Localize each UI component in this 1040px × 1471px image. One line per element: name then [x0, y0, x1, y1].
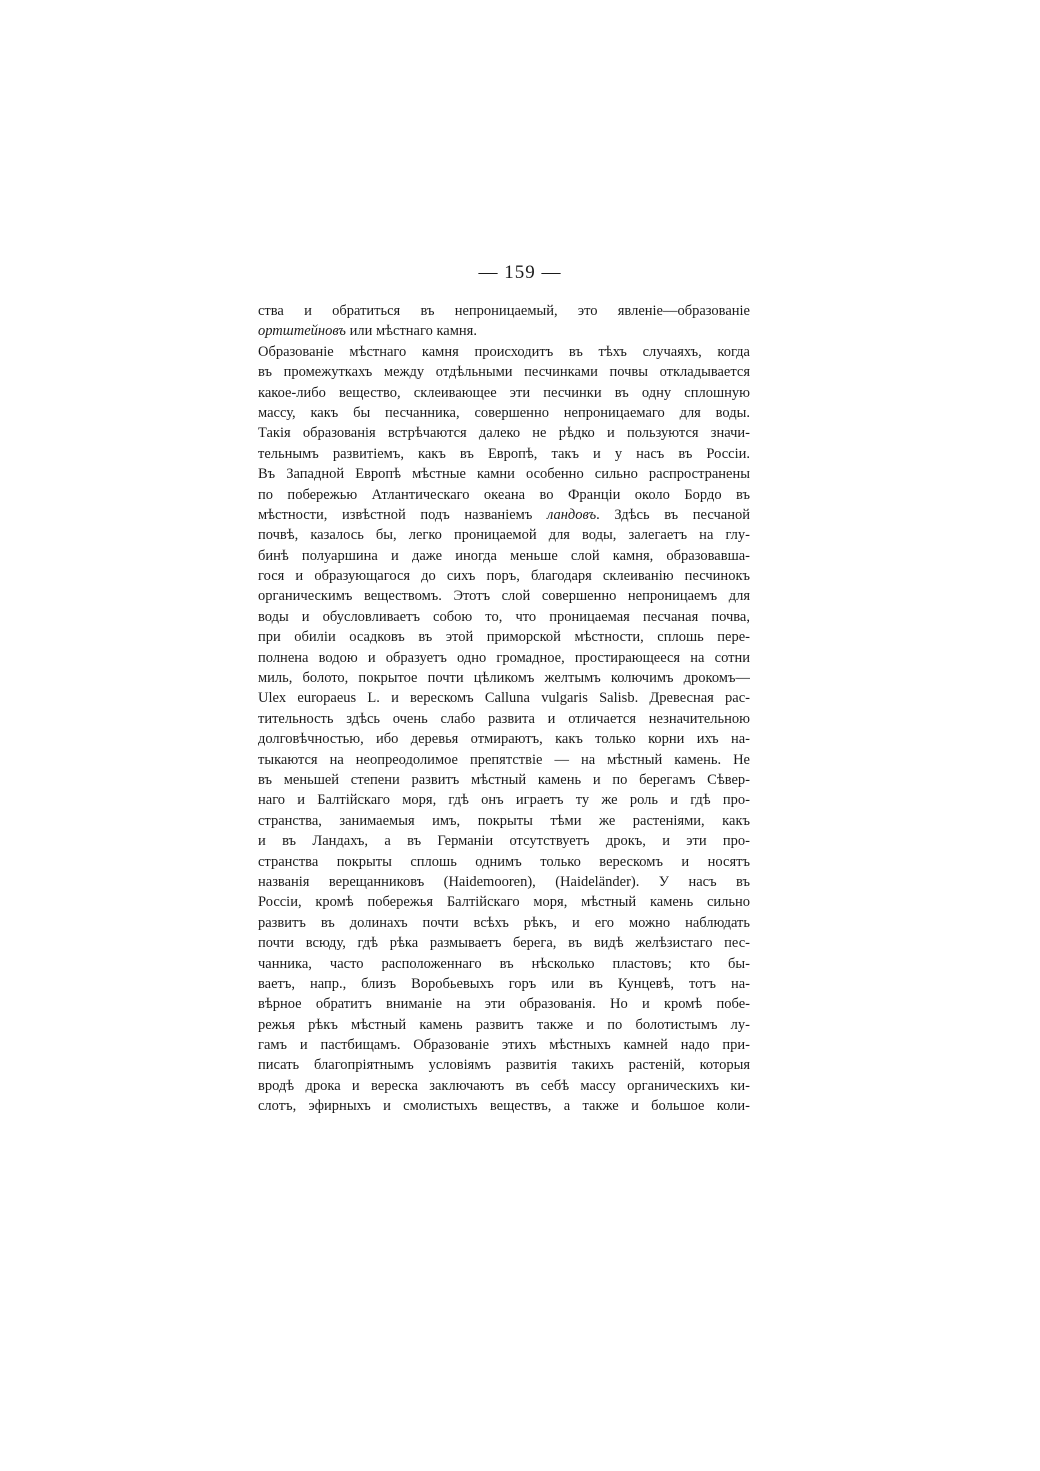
text-span: ваетъ, напр., близъ Воробьевыхъ горъ или въ Кунцевѣ, тотъ на- — [258, 975, 750, 992]
text-line — [258, 709, 750, 729]
text-line — [258, 342, 750, 362]
text-span: мѣстности, извѣстной подъ названіемъ — [258, 506, 547, 523]
text-span: тительность здѣсь очень слабо развита и отличается незначительною — [258, 710, 750, 727]
text-span: въ промежуткахъ между отдѣльными песчинками почвы откладывается — [258, 364, 750, 381]
text-span: . Здѣсь въ песчаной — [596, 506, 750, 523]
text-line — [258, 994, 750, 1014]
text-line — [258, 933, 750, 953]
text-line — [258, 770, 750, 790]
text-span: гося и образующагося до сихъ поръ, благодаря склеиванію песчинокъ — [258, 568, 750, 585]
text-span: развитъ въ долинахъ почти всѣхъ рѣкъ, и его можно наблюдать — [258, 914, 750, 931]
text-line — [258, 546, 750, 566]
text-span: Такія образованія встрѣчаются далеко не рѣдко и пользуются значи- — [258, 425, 750, 442]
text-line — [258, 1015, 750, 1035]
text-span: чанника, часто расположеннаго въ нѣсколько пластовъ; кто бы- — [258, 955, 750, 972]
text-span: какое-либо вещество, склеивающее эти песчинки въ одну сплошную — [258, 384, 750, 401]
text-span: гамъ и пастбищамъ. Образованіе этихъ мѣстныхъ камней надо при- — [258, 1037, 750, 1054]
text-span: странства, занимаемыя имъ, покрыты тѣми же растеніями, какъ — [258, 812, 750, 829]
text-line — [258, 525, 750, 545]
text-line — [258, 627, 750, 647]
text-span: Ulex europaeus L. и верескомъ Calluna vulgaris Salisb. Древесная рас- — [258, 690, 750, 707]
text-span: бинѣ полуаршина и даже иногда меньше слой камня, образовавша- — [258, 547, 750, 564]
text-span: миль, болото, покрытое почти цѣликомъ желтымъ колючимъ дрокомъ— — [258, 670, 750, 687]
text-line — [258, 913, 750, 933]
text-line — [258, 1076, 750, 1096]
text-line — [258, 954, 750, 974]
text-span: массу, какъ бы песчанника, совершенно непроницаемаго для воды. — [258, 404, 750, 421]
text-span: Въ Западной Европѣ мѣстные камни особенно сильно распространены — [258, 466, 750, 483]
text-line — [258, 974, 750, 994]
text-line — [258, 790, 750, 810]
text-line — [258, 321, 750, 341]
text-span: по побережью Атлантическаго океана во Франціи около Бордо въ — [258, 486, 750, 503]
text-span: вѣрное обратитъ вниманіе на эти образованія. Но и кромѣ побе- — [258, 996, 750, 1013]
text-line — [258, 607, 750, 627]
text-span: воды и обусловливаетъ собою то, что проницаемая песчаная почва, — [258, 608, 750, 625]
text-span: или мѣстнаго камня. — [345, 323, 477, 340]
text-span: долговѣчностью, ибо деревья отмираютъ, какъ только корни ихъ на- — [258, 731, 750, 748]
text-line — [258, 301, 750, 321]
text-span: тыкаются на неопреодолимое препятствіе — на мѣстный камень. Не — [258, 751, 750, 768]
text-line — [258, 505, 750, 525]
text-line — [258, 383, 750, 403]
text-span: режья рѣкъ мѣстный камень развитъ также и по болотистымъ лу- — [258, 1016, 750, 1033]
text-line — [258, 1055, 750, 1075]
text-span: Россіи, кромѣ побережья Балтійскаго моря, мѣстный камень сильно — [258, 894, 750, 911]
text-line — [258, 444, 750, 464]
text-span: въ меньшей степени развитъ мѣстный камень и по берегамъ Сѣвер- — [258, 771, 750, 788]
text-line — [258, 811, 750, 831]
text-span: и въ Ландахъ, а въ Германіи отсутствуетъ дрокъ, и эти про- — [258, 833, 750, 850]
italic-term: ортштейновъ — [258, 323, 346, 340]
text-line — [258, 648, 750, 668]
text-span: странства покрыты сплошь однимъ только верескомъ и носятъ — [258, 853, 750, 870]
text-span: писать благопріятнымъ условіямъ развитія такихъ растеній, которыя — [258, 1057, 750, 1074]
text-span: слотъ, эфирныхъ и смолистыхъ веществъ, а также и большое коли- — [258, 1098, 750, 1115]
text-span: органическимъ веществомъ. Этотъ слой совершенно непроницаемъ для — [258, 588, 750, 605]
text-span: при обиліи осадковъ въ этой приморской мѣстности, сплошь пере- — [258, 629, 750, 646]
text-line — [258, 872, 750, 892]
text-line — [258, 362, 750, 382]
text-line — [258, 668, 750, 688]
text-line — [258, 1035, 750, 1055]
text-line — [258, 852, 750, 872]
body-text — [258, 301, 750, 1117]
text-line — [258, 1096, 750, 1116]
text-span: почти всюду, гдѣ рѣка размываетъ берега, въ видѣ желѣзистаго пес- — [258, 935, 750, 952]
text-line — [258, 729, 750, 749]
text-span: ства и обратиться въ непроницаемый, это явленіе—образованіе — [258, 303, 750, 319]
italic-term: ландовъ — [546, 506, 597, 523]
text-span: Образованіе мѣстнаго камня происходитъ въ тѣхъ случаяхъ, когда — [258, 343, 750, 360]
text-line — [258, 750, 750, 770]
text-line — [258, 485, 750, 505]
text-line — [258, 423, 750, 443]
text-span: тельнымъ развитіемъ, какъ въ Европѣ, такъ и у насъ въ Россіи. — [258, 445, 750, 462]
text-line — [258, 403, 750, 423]
text-span: вродѣ дрока и вереска заключаютъ въ себѣ массу органическихъ ки- — [258, 1077, 750, 1094]
text-line — [258, 892, 750, 912]
text-line — [258, 464, 750, 484]
text-span: почвѣ, казалось бы, легко проницаемой для воды, залегаетъ на глу- — [258, 527, 750, 544]
text-line — [258, 566, 750, 586]
text-span: наго и Балтійскаго моря, гдѣ онъ играетъ ту же роль и гдѣ про- — [258, 792, 750, 809]
page-number: — 159 — — [478, 262, 562, 283]
text-line — [258, 688, 750, 708]
text-line — [258, 586, 750, 606]
text-span: полнена водою и образуетъ одно громадное, простирающееся на сотни — [258, 649, 750, 666]
text-span: названія верещанниковъ (Haidemooren), (Haideländer). У насъ въ — [258, 873, 750, 890]
text-line — [258, 831, 750, 851]
